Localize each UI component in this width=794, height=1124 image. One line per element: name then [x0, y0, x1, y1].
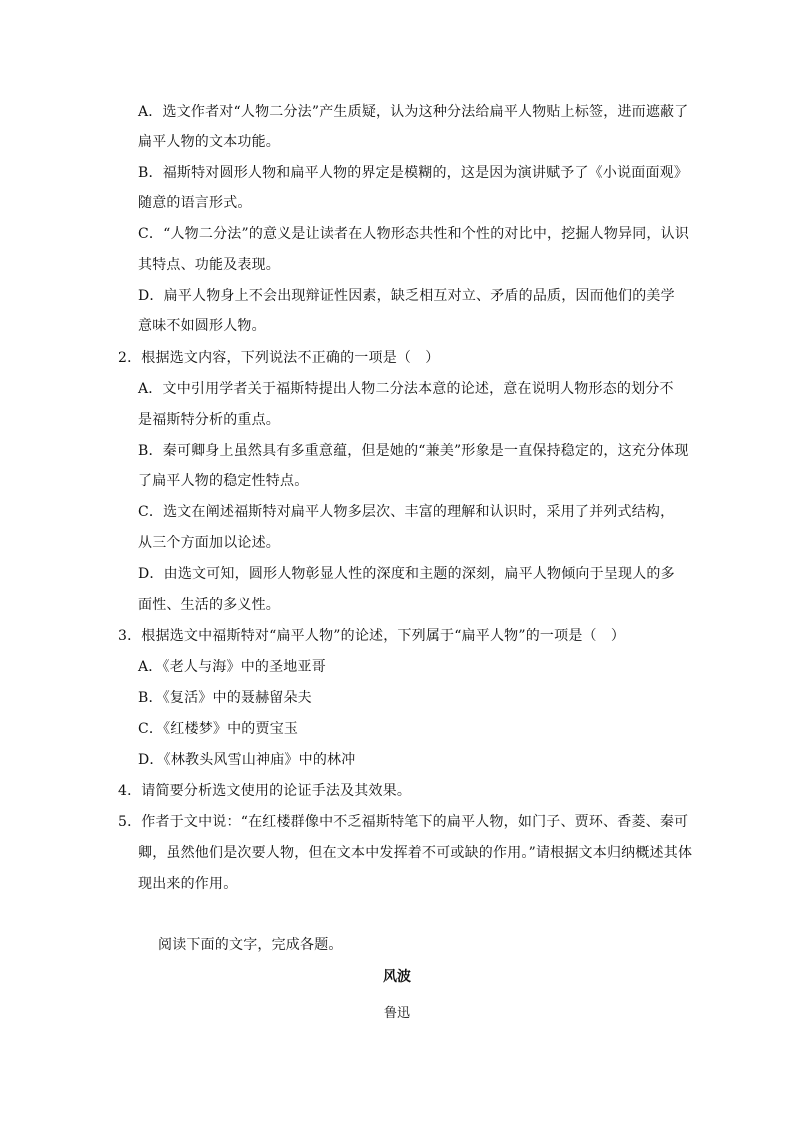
q2-option-c-line2: 从三个方面加以论述。 — [138, 535, 280, 551]
reading-instruction: 阅读下面的文字，完成各题。 — [158, 937, 343, 953]
q1-option-c-line1: C．“人物二分法”的意义是让读者在人物形态共性和个性的对比中，挖掘人物异同，认识 — [138, 226, 690, 242]
q2-option-d-line1: D．由选文可知，圆形人物彰显人性的深度和主题的深刻，扁平人物倾向于呈现人的多 — [138, 566, 675, 582]
q3-option-b: B．《复活》中的聂赫留朵夫 — [138, 690, 312, 706]
q2-option-d-line2: 面性、生活的多义性。 — [138, 597, 280, 613]
q4-stem: 4．请简要分析选文使用的论证手法及其效果。 — [118, 783, 412, 799]
q3-option-a: A．《老人与海》中的圣地亚哥 — [138, 659, 326, 675]
q5-line1: 5．作者于文中说：“在红楼群像中不乏福斯特笔下的扁平人物，如门子、贾环、香菱、秦可 — [118, 814, 689, 830]
q3-stem: 3．根据选文中福斯特对“扁平人物”的论述，下列属于“扁平人物”的一项是（ ） — [118, 628, 626, 644]
q1-option-d-line1: D．扁平人物身上不会出现辩证性因素，缺乏相互对立、矛盾的品质，因而他们的美学 — [138, 288, 675, 304]
q1-option-c-line2: 其特点、功能及表现。 — [138, 257, 280, 273]
q1-option-a-line2: 扁平人物的文本功能。 — [138, 134, 280, 150]
q3-option-c: C．《红楼梦》中的贾宝玉 — [138, 721, 299, 737]
q2-option-b-line2: 了扁平人物的稳定性特点。 — [138, 473, 309, 489]
q2-option-a-line1: A．文中引用学者关于福斯特提出人物二分法本意的论述，意在说明人物形态的划分不 — [138, 381, 674, 397]
q3-option-d: D．《林教头风雪山神庙》中的林冲 — [138, 752, 356, 768]
q1-option-b-line1: B．福斯特对圆形人物和扁平人物的界定是模糊的，这是因为演讲赋予了《小说面面观》 — [138, 165, 689, 181]
q1-option-b-line2: 随意的语言形式。 — [138, 195, 252, 211]
q5-line3: 现出来的作用。 — [138, 876, 238, 892]
passage-author: 鲁迅 — [383, 1006, 410, 1021]
q1-option-a-line1: A．选文作者对“人物二分法”产生质疑，认为这种分法给扁平人物贴上标签，进而遮蔽了 — [138, 104, 689, 120]
passage-title: 风波 — [383, 969, 411, 985]
q2-option-a-line2: 是福斯特分析的重点。 — [138, 412, 280, 428]
q2-option-b-line1: B．秦可卿身上虽然具有多重意蕴，但是她的“兼美”形象是一直保持稳定的，这充分体现 — [138, 443, 689, 459]
q5-line2: 卿，虽然他们是次要人物，但在文本中发挥着不可或缺的作用。”请根据文本归纳概述其体 — [138, 845, 693, 861]
q2-stem: 2．根据选文内容，下列说法不正确的一项是（ ） — [118, 350, 440, 366]
q2-option-c-line1: C．选文在阐述福斯特对扁平人物多层次、丰富的理解和认识时，采用了并列式结构， — [138, 504, 675, 520]
q1-option-d-line2: 意味不如圆形人物。 — [138, 318, 266, 334]
